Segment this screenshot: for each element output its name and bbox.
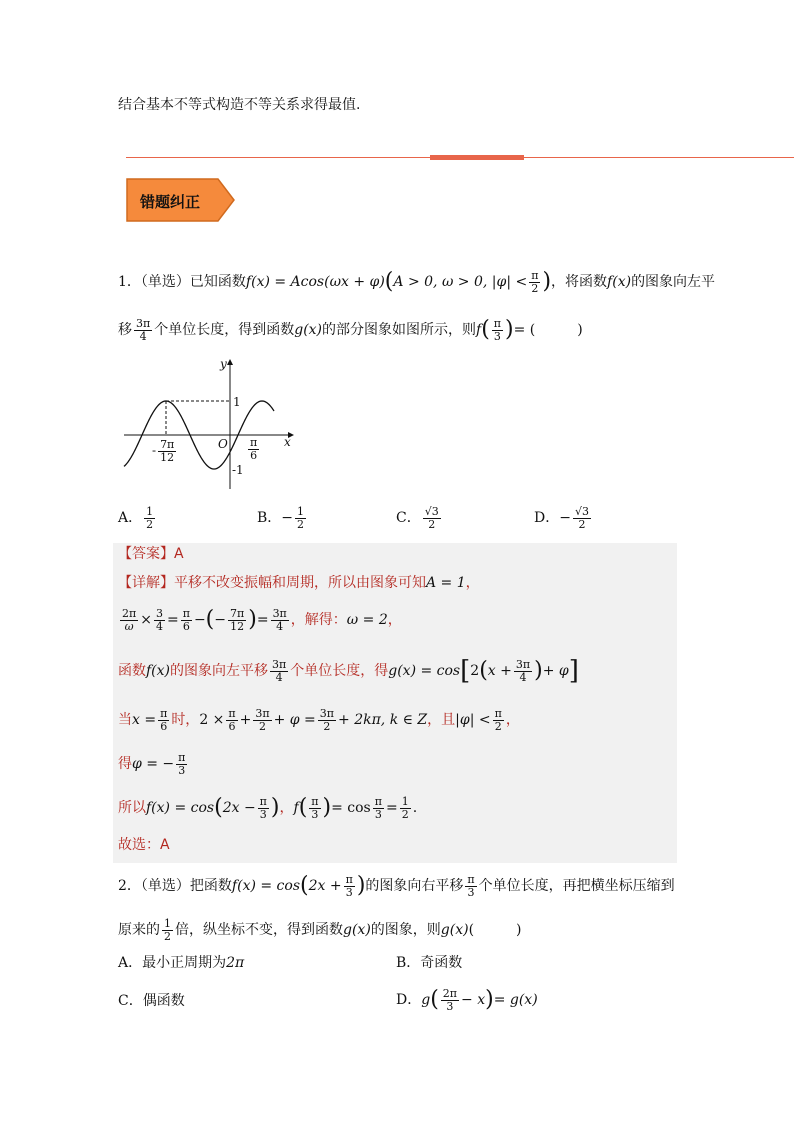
q1-graph [118,355,308,495]
q1-line1: 1．（单选）已知函数f(x) = Acos(ωx + φ)(A > 0, ω > 0, |φ| < $\frac{\pi}{2}$ )，将函数f(x)的图象向左平 [118,269,716,295]
q1-option-a[interactable]: A． $\frac{1}{2}$ [118,505,154,531]
section-tag-label: 错题纠正 [140,193,201,211]
final-answer: 故选：A [118,837,170,853]
q1-option-b[interactable]: B．− $\frac{1}{2}$ [257,505,305,531]
q1-blank: = ( ) [513,322,583,339]
q1-text: 个单位长度，得到函数 [154,322,295,339]
detail-punct: ， [387,612,402,629]
intro-text: 结合基本不等式构造不等关系求得最值. [118,97,361,113]
detail-line1 [118,576,480,590]
q1-text: 的部分图象如图所示，则 [322,322,477,339]
q2-line2: 原来的 $\frac{1}{2}$ 倍，纵坐标不变，得到函数g(x)的图象，则g(x)( ) [118,917,522,943]
detail-line5: 得φ = − $\frac{\pi}{3}$ [118,751,186,777]
q1-fx: f(x) [607,274,632,291]
q2-option-a[interactable]: A．最小正周期为2π [118,955,245,971]
q1-function: f(x) = Acos(ωx + φ) [245,274,385,291]
q1-gx: g(x) [294,322,323,339]
q2-option-b[interactable]: B．奇函数 [396,955,463,971]
detail-text: ，解得： [290,612,347,629]
q2-type: （单选） [140,878,190,895]
q1-pi3-frac: $\frac{\pi}{3}$ [493,317,502,343]
tick-1: 1 [233,395,241,409]
q1-option-d[interactable]: D．− $\frac{√3}{2}$ [534,505,589,531]
graph-svg [118,355,308,495]
q1-text: 已知函数 [189,274,246,291]
q1-text: 的图象向左平 [631,274,716,291]
q1-shift-frac: $\frac{3\pi}{4}$ [136,317,151,343]
divider-accent [430,155,524,160]
tick-left: - $\frac{7\pi}{12}$ [152,438,175,464]
x-label: x [284,435,291,449]
q1-cond-frac: $\frac{\pi}{2}$ [531,269,539,295]
q1-f: f [476,322,482,339]
detail-line4: 当x = $\frac{\pi}{6}$ 时，2 × $\frac{\pi}{6}$ + $\frac{3\pi}{2}$ + φ = $\frac{3\pi}{2}$ + 2kπ, k ∈ Z，且|φ| < $\frac{\pi}{2}$ ， [118,707,520,733]
q1-option-c[interactable]: C． $\frac{√3}{2}$ [396,505,439,531]
tick-right: $\frac{\pi}{6}$ [250,436,258,462]
detail-eq: ω = 2 [346,612,388,629]
q1-number: 1． [118,274,141,291]
section-tag [126,178,236,222]
q2-line1: 2．（单选）把函数f(x) = cos(2x + $\frac{\pi}{3}$ )的图象向右平移 $\frac{\pi}{3}$ 个单位长度，再把横坐标压缩到 [118,873,675,899]
detail-line3: 函数f(x)的图象向左平移 $\frac{3\pi}{4}$ 个单位长度，得g(x) = cos[2(x + $\frac{3\pi}{4}$ )+ φ] [118,656,579,686]
y-label: y [220,357,227,371]
q1-text: 移 [118,322,132,339]
answer-label: 【答案】A [118,546,184,562]
detail-eq: A = 1 [426,575,466,591]
detail-label: 【详解】 [118,575,174,591]
q2-option-d[interactable]: D．g( $\frac{2\pi}{3}$ − x)= g(x) [396,987,538,1013]
origin-label: O [218,437,228,451]
q1-condition: A > 0, ω > 0, |φ| < [393,274,528,291]
detail-punct: ， [465,575,480,591]
q2-number: 2． [118,878,141,895]
detail-line6: 所以f(x) = cos(2x − $\frac{\pi}{3}$ )，f( $\frac{\pi}{3}$ )= cos $\frac{\pi}{3}$ = $\frac{1}{2}$ . [118,795,418,821]
q1-type: （单选） [140,274,190,291]
q1-line2: 移 $\frac{3\pi}{4}$ 个单位长度，得到函数g(x)的部分图象如图所示，则f( $\frac{\pi}{3}$ )= ( ) [118,317,583,343]
detail-text: 平移不改变振幅和周期，所以由图象可知 [174,575,426,591]
detail-line2: $\frac{2\pi}{\omega}$ × $\frac{3}{4}$ = $\frac{\pi}{6}$ −(− $\frac{7\pi}{12}$ )= $\frac{3\pi}{4}$ ，解得：ω = 2， [122,607,402,633]
tick-minus1: -1 [232,463,244,477]
q1-text: ，将函数 [551,274,608,291]
q2-option-c[interactable]: C．偶函数 [118,993,185,1009]
